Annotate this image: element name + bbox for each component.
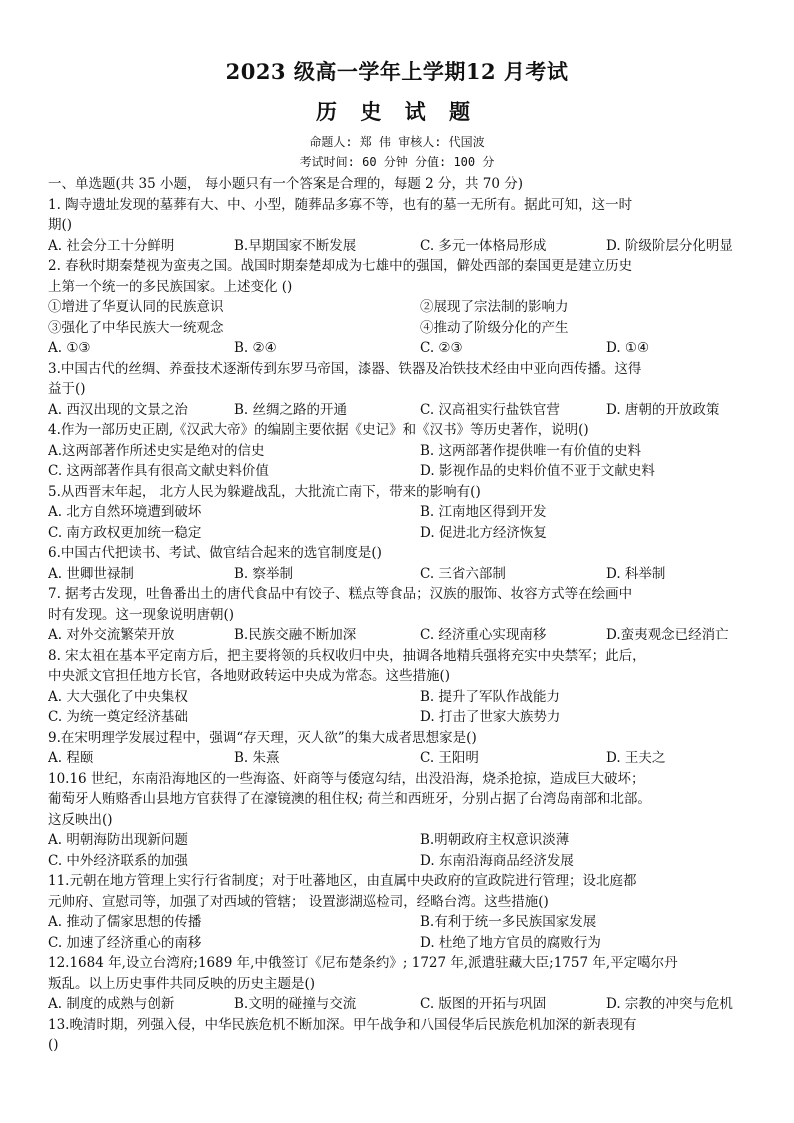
section-heading: 一、单选题(共 35 小题， 每小题只有一个答案是合理的，每题 2 分，共 70 分) (48, 176, 524, 192)
option-d[interactable]: D. ①④ (606, 340, 650, 356)
statements-row (48, 318, 758, 339)
options-row (48, 687, 758, 708)
option-b[interactable]: B. 朱熹 (234, 750, 280, 766)
options-row (48, 461, 758, 482)
question-stem-line: 12.1684 年,设立台湾府;1689 年,中俄签订《尼布楚条约》; 1727 年,派遣驻藏大臣;1757 年,平定噶尔丹 (48, 955, 678, 971)
option-d[interactable]: D. 宗教的冲突与危机 (606, 996, 733, 1012)
question-stem-line: 10.16 世纪，东南沿海地区的一些海盗、奸商等与倭寇勾结，出没沿海，烧杀抢掠，造成巨大破坏； (48, 770, 645, 787)
option-c[interactable]: C. 加速了经济重心的南移 (48, 934, 202, 951)
option-a[interactable]: A. 程颐 (48, 750, 94, 766)
option-d[interactable]: D. 王夫之 (606, 750, 666, 766)
option-c[interactable]: C. 这两部著作具有很高文献史料价值 (48, 463, 269, 479)
option-a[interactable]: A. 制度的成熟与创新 (48, 996, 175, 1012)
option-d[interactable]: D. 杜绝了地方官员的腐败行为 (420, 934, 601, 951)
option-a[interactable]: A. 明朝海防出现新问题 (48, 832, 188, 848)
question-5 (48, 482, 758, 544)
statement-3: ③强化了中华民族大一统观念 (48, 319, 224, 336)
option-c[interactable]: C. 王阳明 (420, 750, 479, 766)
option-c[interactable]: C. 版图的开拓与巩固 (420, 996, 547, 1012)
question-stem-line: 叛乱。以上历史事件共同反映的历史主题是() (48, 975, 316, 992)
option-b[interactable]: B. 提升了军队作战能力 (420, 688, 561, 705)
question-8 (48, 646, 758, 728)
question-9 (48, 728, 758, 769)
option-c[interactable]: C. 为统一奠定经济基础 (48, 709, 188, 725)
option-a[interactable]: A. 西汉出现的文景之治 (48, 401, 188, 418)
question-stem-line: 3.中国古代的丝绸、养蚕技术逐渐传到东罗马帝国，漆器、铁器及冶铁技术经由中亚向西传播。这得 (48, 360, 642, 377)
question-stem-line: 1. 陶寺遗址发现的墓葬有大、中、小型，随葬品多寡不等，也有的墓一无所有。据此可知，这一时 (48, 196, 633, 213)
option-a[interactable]: A. 大大强化了中央集权 (48, 688, 188, 705)
question-stem-line: 9.在宋明理学发展过程中，强调“存天理，灭人欲”的集大成者思想家是() (48, 729, 477, 746)
option-d[interactable]: D. 打击了世家大族势力 (420, 709, 561, 725)
option-d[interactable]: D. 阶级阶层分化明显 (606, 237, 733, 254)
question-7 (48, 584, 758, 646)
question-3 (48, 359, 758, 421)
question-6 (48, 543, 758, 584)
question-body (48, 174, 758, 1056)
question-stem-line: 8. 宋太祖在基本平定南方后，把主要将领的兵权收归中央，抽调各地精兵强将充实中央禁军；此后， (48, 647, 646, 664)
options-row (48, 338, 758, 359)
option-c[interactable]: C. 经济重心实现南移 (420, 627, 547, 643)
option-d[interactable]: D. 影视作品的史料价值不亚于文献史料 (420, 463, 655, 479)
question-stem-line: 13.晚清时期，列强入侵，中华民族危机不断加深。甲午战争和八国侵华后民族危机加深的新表现有 (48, 1016, 637, 1033)
option-a[interactable]: A. ①③ (48, 340, 91, 356)
question-2 (48, 256, 758, 359)
question-stem-line: 时有发现。这一现象说明唐朝() (48, 606, 235, 623)
question-stem-line: 期() (48, 217, 73, 233)
option-d[interactable]: D. 唐朝的开放政策 (606, 401, 720, 418)
question-stem-line: 11.元朝在地方管理上实行行省制度；对于吐蕃地区，由直属中央政府的宣政院进行管理；设北庭都 (48, 873, 637, 889)
question-stem-line: 4.作为一部历史正剧,《汉武大帝》的编剧主要依据《史记》和《汉书》等历史著作，说明() (48, 422, 589, 438)
option-b[interactable]: B. 江南地区得到开发 (420, 504, 547, 520)
question-13 (48, 1015, 758, 1056)
option-c[interactable]: C. ②③ (420, 340, 463, 356)
options-row (48, 851, 758, 872)
question-stem-line: 7. 据考古发现，吐鲁番出土的唐代食品中有饺子、糕点等食品；汉族的服饰、妆容方式等在绘画中 (48, 586, 633, 602)
question-stem-line: 益于() (48, 381, 86, 397)
question-stem-line: 2. 春秋时期秦楚视为蛮夷之国。战国时期秦楚却成为七雄中的强国，僻处西部的秦国更是建立历史 (48, 258, 633, 274)
options-row (48, 830, 758, 851)
option-d[interactable]: D. 促进北方经济恢复 (420, 524, 547, 541)
question-stem-line: 葡萄牙人贿赂香山县地方官获得了在濠镜澳的租住权; 荷兰和西班牙，分别占据了台湾岛南部和北部。 (48, 791, 651, 807)
options-row (48, 994, 758, 1015)
options-row (48, 400, 758, 421)
question-10 (48, 769, 758, 872)
options-row (48, 707, 758, 728)
subject-title: 历 史 试 题 (316, 100, 478, 124)
question-11 (48, 871, 758, 953)
option-b[interactable]: B.早期国家不断发展 (234, 237, 357, 254)
question-stem-line: 5.从西晋末年起， 北方人民为躲避战乱，大批流亡南下，带来的影响有() (48, 483, 481, 500)
question-stem-line: 这反映出() (48, 811, 113, 828)
options-row (48, 933, 758, 954)
option-a[interactable]: A. 对外交流繁荣开放 (48, 627, 175, 643)
option-a[interactable]: A. 社会分工十分鲜明 (48, 237, 175, 254)
option-b[interactable]: B.有利于统一多民族国家发展 (420, 914, 597, 930)
option-c[interactable]: C. 三省六部制 (420, 565, 506, 582)
option-a[interactable]: A. 推动了儒家思想的传播 (48, 914, 202, 930)
question-1 (48, 195, 758, 257)
exam-info-line: 考试时间: 60 分钟 分值: 100 分 (299, 155, 495, 169)
options-row (48, 502, 758, 523)
question-stem-line: 中央派文官担任地方长官，各地财政转运中央成为常态。这些措施() (48, 668, 451, 684)
option-a[interactable]: A. 北方自然环境遭到破坏 (48, 504, 202, 520)
options-row (48, 236, 758, 257)
option-b[interactable]: B.明朝政府主权意识淡薄 (420, 832, 570, 848)
question-stem-line: () (48, 1037, 59, 1053)
option-b[interactable]: B.文明的碰撞与交流 (234, 996, 357, 1012)
option-d[interactable]: D. 东南沿海商品经济发展 (420, 852, 574, 869)
question-12 (48, 953, 758, 1015)
options-row (48, 912, 758, 933)
option-b[interactable]: B. ②④ (234, 340, 277, 356)
authors-line: 命题人: 郑 伟 审核人: 代国波 (309, 135, 485, 149)
question-stem-line: 元帅府、宣慰司等，加强了对西域的管辖； 设置澎湖巡检司，经略台湾。这些措施() (48, 893, 549, 910)
options-row (48, 441, 758, 462)
option-a[interactable]: A. 世卿世禄制 (48, 565, 134, 582)
statement-2: ②展现了宗法制的影响力 (420, 299, 569, 315)
options-row (48, 564, 758, 585)
option-c[interactable]: C. 多元一体格局形成 (420, 237, 547, 254)
option-a[interactable]: A.这两部著作所述史实是绝对的信史 (48, 442, 265, 459)
question-stem-line: 6.中国古代把读书、考试、做官结合起来的选官制度是() (48, 545, 382, 561)
question-4 (48, 420, 758, 482)
options-row (48, 625, 758, 646)
option-c[interactable]: C. 中外经济联系的加强 (48, 852, 188, 869)
options-row (48, 748, 758, 769)
statement-1: ①增进了华夏认同的民族意识 (48, 299, 224, 315)
options-row (48, 523, 758, 544)
option-b[interactable]: B.民族交融不断加深 (234, 627, 357, 643)
option-b[interactable]: B. 察举制 (234, 565, 294, 582)
option-c[interactable]: C. 南方政权更加统一稳定 (48, 524, 202, 541)
question-stem-line: 上第一个统一的多民族国家。上述变化 () (48, 278, 293, 295)
option-b[interactable]: B. 这两部著作提供唯一有价值的史料 (420, 442, 642, 459)
option-d[interactable]: D. 科举制 (606, 565, 666, 582)
option-b[interactable]: B. 丝绸之路的开通 (234, 401, 348, 418)
statements-row (48, 297, 758, 318)
option-c[interactable]: C. 汉高祖实行盐铁官营 (420, 401, 560, 418)
statement-4: ④推动了阶级分化的产生 (420, 319, 569, 336)
option-d[interactable]: D.蛮夷观念已经消亡 (606, 627, 729, 643)
exam-title: 2023 级高一学年上学期12 月考试 (225, 59, 569, 84)
